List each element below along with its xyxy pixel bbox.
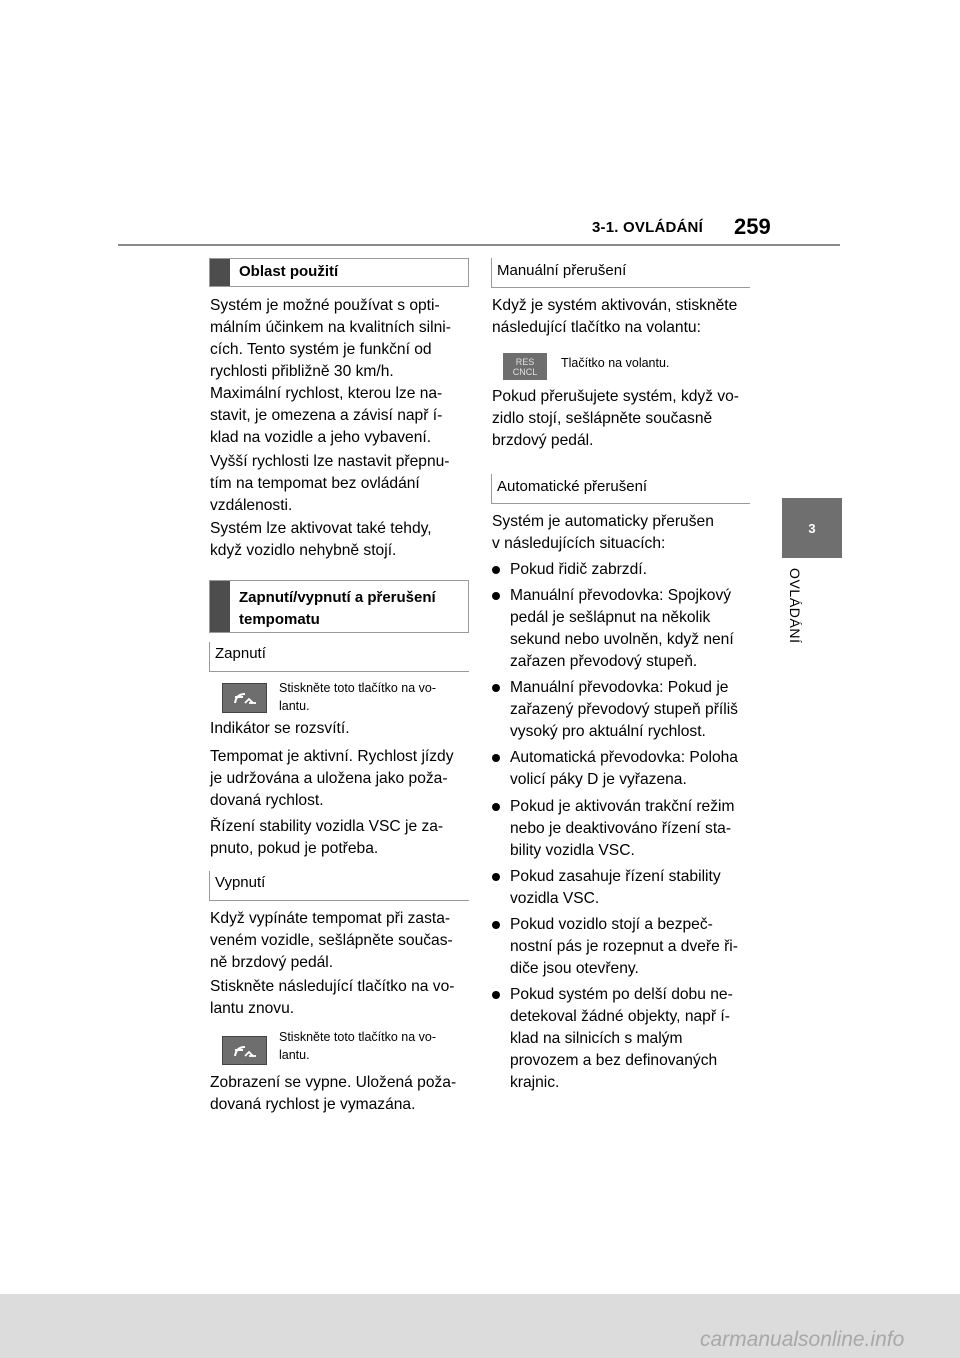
maxspeed-paragraph <box>210 383 442 449</box>
subheading-vline <box>209 642 210 672</box>
text-line: klad na vozidle a jeho vybavení. <box>210 429 432 446</box>
text-line: zidlo stojí, sešlápněte současně <box>492 410 713 427</box>
res-cncl-button-icon <box>503 353 547 380</box>
text-line: Když vypínáte tempomat při zasta- <box>210 910 451 927</box>
manual-subheading <box>491 258 750 288</box>
list-item <box>492 559 752 581</box>
button2-caption <box>279 1028 436 1064</box>
text-line: když vozidlo nehybně stojí. <box>210 542 397 559</box>
res-text: RES <box>515 356 535 367</box>
text-line: tím na tempomat bez ovládání <box>210 475 420 492</box>
bullet-dot <box>492 921 500 929</box>
caption-line: lantu. <box>279 1048 310 1062</box>
zapnuti-heading-box <box>209 580 469 633</box>
list-item <box>492 984 752 1094</box>
off-paragraph <box>210 908 453 974</box>
indicator-line: Indikátor se rozsvítí. <box>210 720 350 737</box>
text-line: pedál je sešlápnut na několik <box>510 609 711 626</box>
manual-paragraph <box>492 295 737 339</box>
text-line: je udržována a uložena jako poža- <box>210 770 448 787</box>
cruise-control-icon <box>223 1037 268 1066</box>
manual-label: Manuální přerušení <box>497 262 627 279</box>
text-line: krajnic. <box>510 1074 560 1091</box>
heading-bar <box>210 259 230 286</box>
bullet-dot <box>492 592 500 600</box>
button1-caption <box>279 679 436 715</box>
text-line: ně brzdový pedál. <box>210 954 334 971</box>
page-number: 259 <box>734 214 771 239</box>
text-line: cích. Tento systém je funkční od <box>210 341 432 358</box>
auto-paragraph <box>492 511 714 555</box>
text-line: rychlosti přibližně 30 km/h. <box>210 363 394 380</box>
vsc-paragraph <box>210 816 443 860</box>
oblast-heading-box <box>209 258 469 287</box>
cruise-control-icon <box>223 684 268 714</box>
text-line: Pokud vozidlo stojí a bezpeč- <box>510 916 713 933</box>
text-line: vzdálenosti. <box>210 497 293 514</box>
cncl-text: CNCL <box>512 366 538 377</box>
text-line: málním účinkem na kvalitních silni- <box>210 319 451 336</box>
text-line: vozidla VSC. <box>510 890 600 907</box>
text-line: provozem a bez definovaných <box>510 1052 718 1069</box>
text-line: Vyšší rychlosti lze nastavit přepnu- <box>210 453 450 470</box>
text-line: následující tlačítko na volantu: <box>492 319 701 336</box>
text-line: v následujících situacích: <box>492 535 666 552</box>
list-item <box>492 796 752 862</box>
subheading-vline <box>491 474 492 504</box>
text-line: Systém je možné používat s opti- <box>210 297 440 314</box>
bullet-text <box>510 914 738 980</box>
heading-line: Zapnutí/vypnutí a přerušení <box>239 589 436 606</box>
subheading-vline <box>209 871 210 901</box>
bullet-dot <box>492 566 500 574</box>
subheading-rule <box>491 287 750 288</box>
subheading-vline <box>491 258 492 288</box>
watermark: carmanualsonline.info <box>700 1328 905 1351</box>
heading-line: tempomatu <box>239 611 320 628</box>
list-item <box>492 747 752 791</box>
caption-line: lantu. <box>279 699 310 713</box>
text-line: Pokud je aktivován trakční režim <box>510 798 735 815</box>
zapnuti-subheading <box>209 642 469 672</box>
list-item <box>492 914 752 980</box>
bullet-text <box>510 677 738 743</box>
text-line: Manuální převodovka: Spojkový <box>510 587 732 604</box>
auto-subheading <box>491 474 750 504</box>
text-line: Systém je automaticky přerušen <box>492 513 714 530</box>
subheading-rule <box>209 671 469 672</box>
subheading-rule <box>209 900 469 901</box>
text-line: dovaná rychlost je vymazána. <box>210 1096 416 1113</box>
list-item <box>492 677 752 743</box>
subheading-rule <box>491 503 750 504</box>
activate-paragraph <box>210 518 432 562</box>
text-line: Automatická převodovka: Poloha <box>510 749 738 766</box>
cruise-control-button-icon-2 <box>222 1036 267 1065</box>
heading-bar <box>210 581 230 632</box>
bullet-text <box>510 559 647 581</box>
text-line: Když je systém aktivován, stiskněte <box>492 297 738 314</box>
bullet-text <box>510 796 734 862</box>
cruise-control-button-icon <box>222 683 267 713</box>
section-label: 3-1. OVLÁDÁNÍ <box>592 219 703 236</box>
vypnuti-label: Vypnutí <box>215 874 266 891</box>
text-line: Pokud řidič zabrzdí. <box>510 561 647 578</box>
text-line: zařazený převodový stupeň příliš <box>510 701 738 718</box>
text-line: dovaná rychlost. <box>210 792 324 809</box>
text-line: diče jsou otevřeny. <box>510 960 639 977</box>
text-line: Zobrazení se vypne. Uložená poža- <box>210 1074 457 1091</box>
list-item <box>492 585 752 673</box>
bullet-dot <box>492 991 500 999</box>
text-line: lantu znovu. <box>210 1000 295 1017</box>
bullet-text <box>510 984 733 1094</box>
text-line: volicí páky D je vyřazena. <box>510 771 687 788</box>
text-line: nebo je deaktivováno řízení sta- <box>510 820 732 837</box>
text-line: Systém lze aktivovat také tehdy, <box>210 520 432 537</box>
text-line: klad na silnicích s malým <box>510 1030 683 1047</box>
chapter-tab: 3 <box>782 498 842 558</box>
text-line: zařazen převodový stupeň. <box>510 653 698 670</box>
header-divider <box>118 244 840 246</box>
text-line: Maximální rychlost, kterou lze na- <box>210 385 443 402</box>
text-line: Pokud přerušujete systém, když vo- <box>492 388 740 405</box>
text-line: nostní pás je rozepnut a dveře ři- <box>510 938 738 955</box>
text-line: detekoval žádné objekty, např í- <box>510 1008 730 1025</box>
higher-speed-paragraph <box>210 451 450 517</box>
text-line: Pokud zasahuje řízení stability <box>510 868 721 885</box>
text-line: veném vozidle, sešlápněte součas- <box>210 932 453 949</box>
zapnuti-label: Zapnutí <box>215 645 266 662</box>
text-line: pnuto, pokud je potřeba. <box>210 840 379 857</box>
text-line: stavit, je omezena a závisí např í- <box>210 407 443 424</box>
text-line: Manuální převodovka: Pokud je <box>510 679 729 696</box>
text-line: Pokud systém po delší dobu ne- <box>510 986 733 1003</box>
bullet-dot <box>492 873 500 881</box>
bullet-text <box>510 585 734 673</box>
oblast-paragraph <box>210 295 451 383</box>
caption-line: Stiskněte toto tlačítko na vo- <box>279 681 437 695</box>
pause-paragraph <box>492 386 739 452</box>
text-line: Řízení stability vozidla VSC je za- <box>210 818 444 835</box>
display-off-paragraph <box>210 1072 456 1116</box>
caption-line: Stiskněte toto tlačítko na vo- <box>279 1030 437 1044</box>
text-line: bility vozidla VSC. <box>510 842 635 859</box>
bullet-dot <box>492 754 500 762</box>
bullet-dot <box>492 684 500 692</box>
press-again-paragraph <box>210 976 454 1020</box>
bullet-dot <box>492 803 500 811</box>
text-line: brzdový pedál. <box>492 432 594 449</box>
bullet-text <box>510 747 738 791</box>
list-item <box>492 866 752 910</box>
text-line: vysoký pro aktuální rychlost. <box>510 723 706 740</box>
oblast-heading: Oblast použití <box>239 263 339 280</box>
text-line: Stiskněte následující tlačítko na vo- <box>210 978 455 995</box>
text-line: sekund nebo uvolněn, když není <box>510 631 734 648</box>
res-caption: Tlačítko na volantu. <box>561 356 670 370</box>
active-paragraph <box>210 746 454 812</box>
vypnuti-subheading <box>209 871 469 901</box>
text-line: Tempomat je aktivní. Rychlost jízdy <box>210 748 454 765</box>
auto-label: Automatické přerušení <box>497 478 648 495</box>
zapnuti-heading <box>230 581 436 632</box>
chapter-title-vertical: OVLÁDÁNÍ <box>787 568 803 644</box>
bullet-text <box>510 866 721 910</box>
